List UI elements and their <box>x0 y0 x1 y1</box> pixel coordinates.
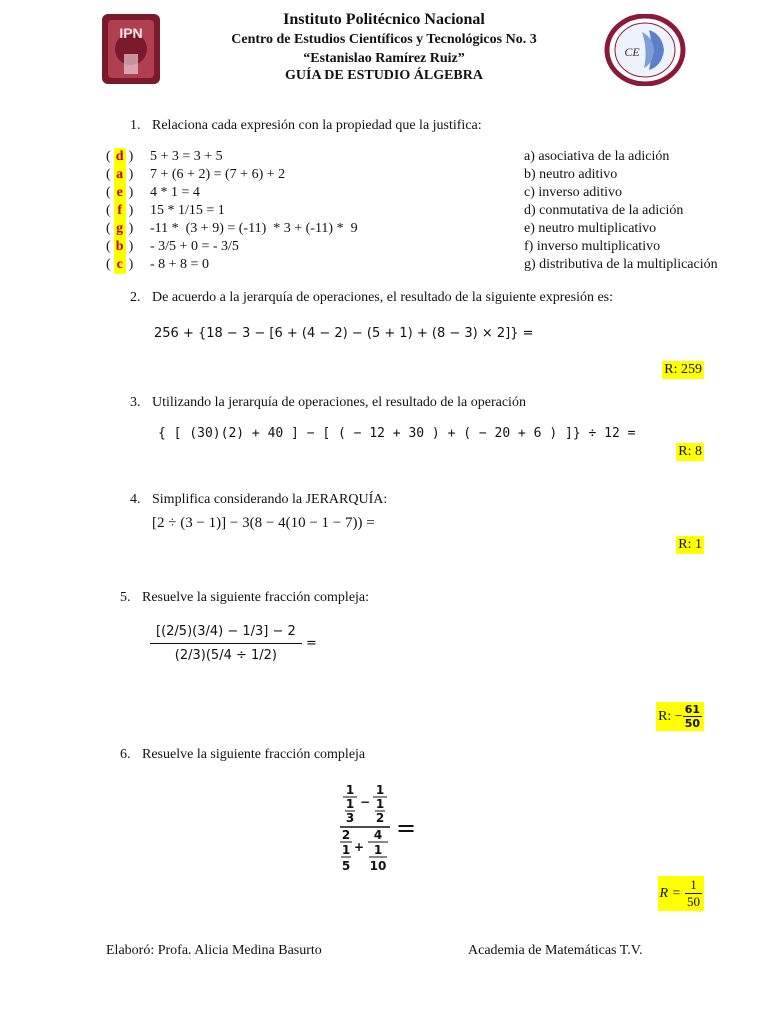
row-property: f) inverso multiplicativo <box>524 239 661 254</box>
equals-sign: = <box>305 636 317 651</box>
fraction-numerator: [(2/5)(3/4) − 1/3] − 2 <box>150 620 302 644</box>
svg-text:2: 2 <box>375 811 385 825</box>
row-property: c) inverso aditivo <box>524 185 622 200</box>
question-text: Resuelve la siguiente fracción compleja <box>142 747 366 762</box>
answer-badge: R: 1 <box>678 537 702 552</box>
svg-text:5: 5 <box>341 859 351 873</box>
question-5-complex-fraction <box>150 620 317 667</box>
question-text: Utilizando la jerarquía de operaciones, el resultado de la operación <box>152 395 526 410</box>
row-property: d) conmutativa de la adición <box>524 203 684 218</box>
answer-prefix: R = <box>659 885 681 901</box>
answer-letter: c <box>114 256 126 274</box>
question-2-prompt <box>130 290 613 306</box>
svg-text:3: 3 <box>345 811 355 825</box>
question-2-expression: 256 + {18 − 3 − [6 + (4 − 2) − (5 + 1) + (8 − 3) × 2]} = <box>154 326 534 341</box>
question-text: Relaciona cada expresión con la propiedad que la justifica: <box>152 118 482 133</box>
svg-text:1: 1 <box>375 797 385 811</box>
row-property: g) distributiva de la multiplicación <box>524 257 718 272</box>
svg-text:1: 1 <box>373 843 383 857</box>
svg-text:−: − <box>359 795 371 809</box>
svg-text:1: 1 <box>341 843 351 857</box>
question-number: 2. <box>130 290 141 305</box>
question-text: Simplifica considerando la JERARQUÍA: <box>152 492 388 507</box>
svg-text:CE: CE <box>624 45 640 59</box>
answer-denominator: 50 <box>687 894 700 909</box>
answer-letter: f <box>114 202 126 220</box>
row-expression: - 8 + 8 = 0 <box>150 257 209 272</box>
question-number: 3. <box>130 395 141 410</box>
question-text: De acuerdo a la jerarquía de operaciones, el resultado de la siguiente expresión es: <box>152 290 614 305</box>
question-number: 1. <box>130 118 141 133</box>
row-expression: 15 * 1/15 = 1 <box>150 203 225 218</box>
answer-badge <box>658 876 705 911</box>
answer-numerator: 1 <box>685 877 702 894</box>
footer-academy: Academia de Matemáticas T.V. <box>468 943 643 958</box>
complex-fraction <box>150 620 302 667</box>
svg-text:1: 1 <box>375 783 385 797</box>
matching-row: ( f ) 15 * 1/15 = 1 d) conmutativa de la adición <box>106 203 684 218</box>
question-number: 4. <box>130 492 141 507</box>
matching-row: ( e ) 4 * 1 = 4 c) inverso aditivo <box>106 185 622 200</box>
answer-numerator: 61 <box>684 703 700 716</box>
footer-author: Elaboró: Profa. Alicia Medina Basurto <box>106 943 322 958</box>
question-text: Resuelve la siguiente fracción compleja: <box>142 590 370 605</box>
row-property: b) neutro aditivo <box>524 167 618 182</box>
answer-letter: d <box>114 148 126 166</box>
answer-badge: R: 8 <box>678 444 702 459</box>
row-property: a) asociativa de la adición <box>524 149 670 164</box>
question-6-complex-fraction <box>338 782 428 887</box>
question-number: 6. <box>120 747 131 762</box>
svg-text:+: + <box>353 840 365 854</box>
row-expression: -11 * (3 + 9) = (-11) * 3 + (-11) * 9 <box>150 221 358 236</box>
answer-prefix: R: − <box>658 708 683 724</box>
institution-title: Instituto Politécnico Nacional <box>283 11 485 28</box>
svg-text:10: 10 <box>369 859 387 873</box>
question-4-expression: [2 ÷ (3 − 1)] − 3(8 − 4(10 − 1 − 7)) = <box>152 515 375 531</box>
answer-letter: e <box>114 184 126 202</box>
row-expression: 5 + 3 = 3 + 5 <box>150 149 223 164</box>
question-3-prompt <box>130 395 526 411</box>
matching-row: ( a ) 7 + (6 + 2) = (7 + 6) + 2 b) neutro aditivo <box>106 167 618 182</box>
question-1-prompt <box>130 118 482 134</box>
matching-row: ( b ) - 3/5 + 0 = - 3/5 f) inverso multiplicativo <box>106 239 661 254</box>
matching-row: ( g ) -11 * (3 + 9) = (-11) * 3 + (-11) * 9 e) neutro multiplicativo <box>106 221 657 236</box>
row-expression: 4 * 1 = 4 <box>150 185 200 200</box>
matching-row: ( d ) 5 + 3 = 3 + 5 a) asociativa de la adición <box>106 149 670 164</box>
svg-text:4: 4 <box>373 828 383 842</box>
answer-letter: g <box>114 220 126 238</box>
question-number: 5. <box>120 590 131 605</box>
center-name: Centro de Estudios Científicos y Tecnológicos No. 3 <box>231 32 537 47</box>
row-property: e) neutro multiplicativo <box>524 221 657 236</box>
question-4-prompt <box>130 492 387 508</box>
question-3-expression: { [ (30)(2) + 40 ] − [ ( − 12 + 30 ) + ( − 20 + 6 ) ]} ÷ 12 = <box>158 426 636 441</box>
fraction-denominator: (2/3)(5/4 ÷ 1/2) <box>174 648 277 663</box>
svg-text:1: 1 <box>345 783 355 797</box>
svg-text:1: 1 <box>345 797 355 811</box>
answer-denominator: 50 <box>684 717 700 730</box>
question-5-prompt <box>120 590 369 606</box>
answer-badge: R: 259 <box>664 362 702 377</box>
svg-text:IPN: IPN <box>119 25 143 41</box>
answer-fraction <box>683 703 702 730</box>
svg-text:2: 2 <box>341 828 351 842</box>
answer-fraction <box>685 877 702 910</box>
school-name: “Estanislao Ramírez Ruiz” <box>303 51 465 66</box>
row-expression: - 3/5 + 0 = - 3/5 <box>150 239 239 254</box>
answer-letter: b <box>114 238 126 256</box>
answer-letter: a <box>114 166 126 184</box>
answer-badge <box>656 702 704 731</box>
equals-sign: = <box>396 814 417 842</box>
row-expression: 7 + (6 + 2) = (7 + 6) + 2 <box>150 167 286 182</box>
matching-row: ( c ) - 8 + 8 = 0 g) distributiva de la multiplicación <box>106 257 718 272</box>
question-6-prompt <box>120 747 365 763</box>
matching-list <box>106 148 726 274</box>
guide-title: GUÍA DE ESTUDIO ÁLGEBRA <box>285 68 483 83</box>
